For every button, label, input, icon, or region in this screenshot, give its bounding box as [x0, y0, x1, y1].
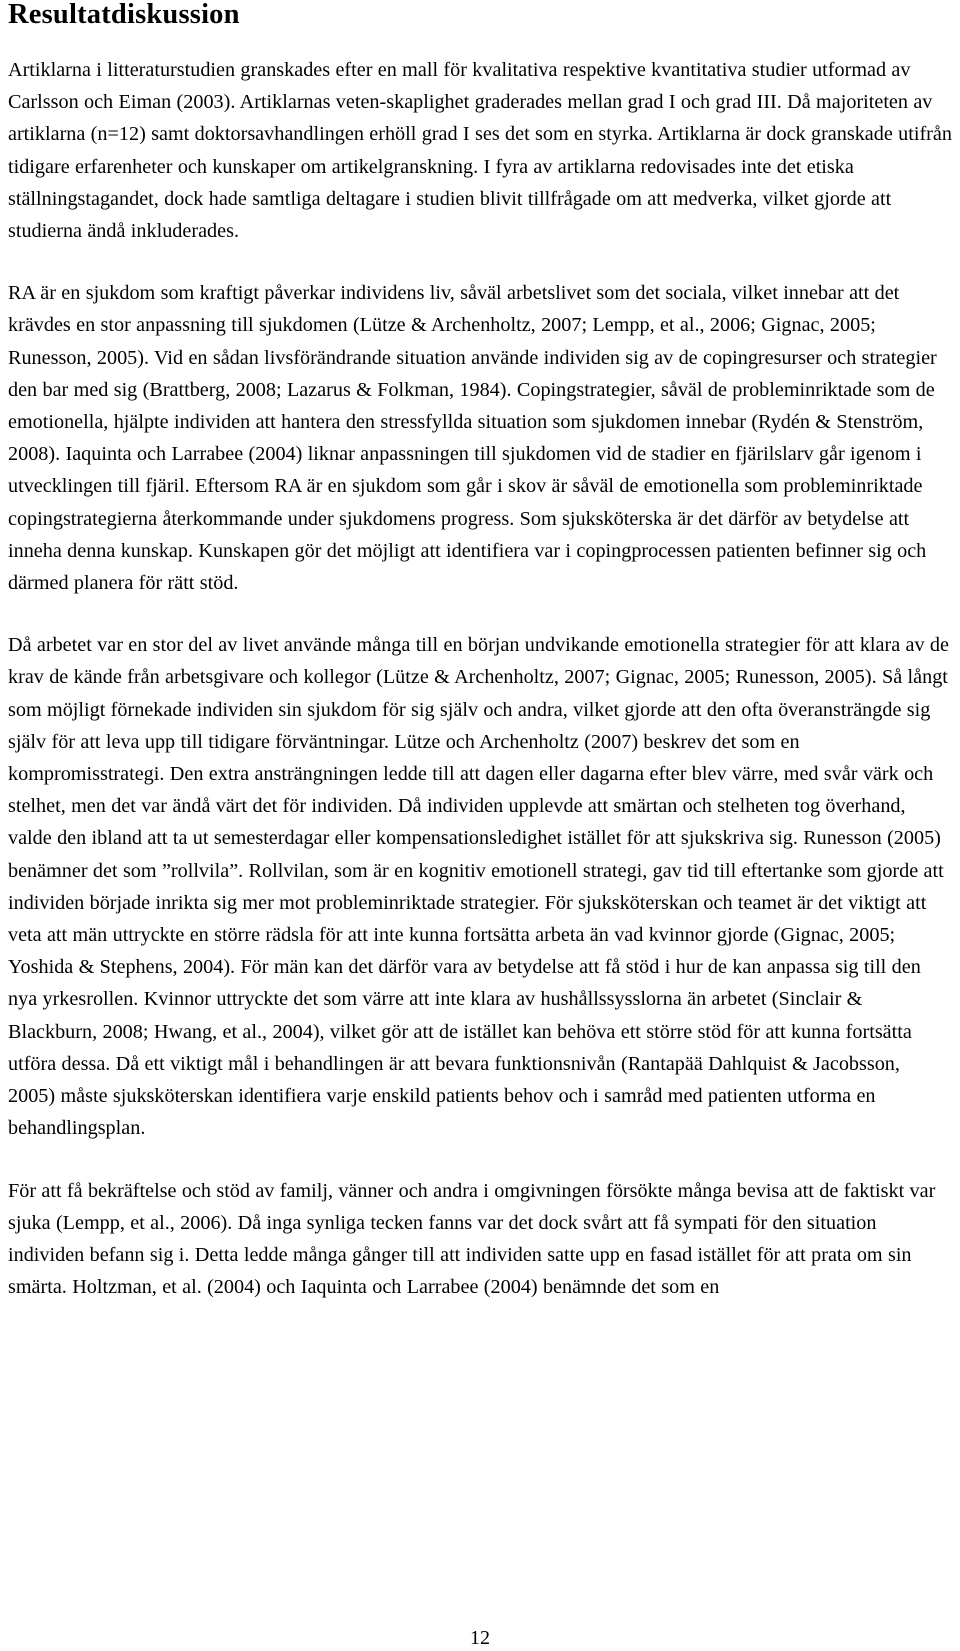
paragraph-work-strategies: Då arbetet var en stor del av livet använde många till en början undvikande emotionella strategier för att klara av de krav de kände från arbetsgivare och kollegor (Lütze & Archenholtz, 2007; Gignac, 2005; Runesson, 2005). Så långt som möjligt förnekade individen sin sjukdom för sig själv och andra, vilket gjorde att den ofta överansträngde sig själv för att leva upp till tidigare förväntningar. Lütze och Archenholtz (2007) beskrev det som en kompromisstrategi. Den extra ansträngningen ledde till att dagen eller dagarna efter blev värre, med svår värk och stelhet, men det var ändå värt det för individen. Då individen upplevde att smärtan och stelheten tog överhand, valde den ibland att ta ut semesterdagar eller kompensationsledighet istället för att sjukskriva sig. Runesson (2005) benämner det som ”rollvila”. Rollvilan, som är en kognitiv emotionell strategi, gav tid till eftertanke som gjorde att individen började inrikta sig mer mot probleminriktade strategier. För sjuksköterskan och teamet är det viktigt att veta att män uttryckte en större rädsla för att inte kunna fortsätta arbeta än vad kvinnor gjorde (Gignac, 2005; Yoshida & Stephens, 2004). För män kan det därför vara av betydelse att få stöd i hur de kan anpassa sig till den nya yrkesrollen. Kvinnor uttryckte det som värre att inte klara av hushållssysslorna än arbetet (Sinclair & Blackburn, 2008; Hwang, et al., 2004), vilket gör att de istället kan behöva ett större stöd för att kunna fortsätta utföra dessa. Då ett viktigt mål i behandlingen är att bevara funktionsnivån (Rantapää Dahlquist & Jacobsson, 2005) måste sjuksköterskan identifiera varje enskild patients behov och i samråd med patienten utforma en behandlingsplan. — [8, 634, 949, 1140]
paragraph-article-review: Artiklarna i litteraturstudien granskades efter en mall för kvalitativa respektive kvantitativa studier utformad av Carlsson och Eiman (2003). Artiklarnas veten-skaplighet graderades mellan grad I och grad III. Då majoriteten av artiklarna (n=12) samt doktorsavhandlingen erhöll grad I ses det som en styrka. Artiklarna är dock granskade utifrån tidigare erfarenheter och kunskaper om artikelgranskning. I fyra av artiklarna redovisades inte det etiska ställningstagandet, dock hade samtliga deltagare i studien blivit tillfrågade om att medverka, vilket gjorde att studierna ändå inkluderades. — [8, 59, 952, 243]
paragraph-ra-coping: RA är en sjukdom som kraftigt påverkar individens liv, såväl arbetslivet som det sociala, vilket innebar att det krävdes en stor anpassning till sjukdomen (Lütze & Archenholtz, 2007; Lempp, et al., 2006; Gignac, 2005; Runesson, 2005). Vid en sådan livsförändrande situation använde individen sig av de copingresurser och strategier den bar med sig (Brattberg, 2008; Lazarus & Folkman, 1984). Copingstrategier, såväl de probleminriktade som de emotionella, hjälpte individen att hantera den stressfyllda situation som sjukdomen innebar (Rydén & Stenström, 2008). Iaquinta och Larrabee (2004) liknar anpassningen till sjukdomen vid de stadier en fjärilslarv går igenom i utvecklingen till fjäril. Eftersom RA är en sjukdom som går i skov är såväl de emotionella som probleminriktade copingstrategierna återkommande under sjukdomens progress. Som sjuksköterska är det därför av betydelse att inneha denna kunskap. Kunskapen gör det möjligt att identifiera var i copingprocessen patienten befinner sig och därmed planera för rätt stöd. — [8, 282, 937, 595]
section-heading: Resultatdiskussion — [8, 0, 240, 30]
document-page — [8, 0, 952, 1303]
page-number: 12 — [470, 1627, 490, 1649]
paragraph-confirmation-support: För att få bekräftelse och stöd av familj, vänner och andra i omgivningen försökte många bevisa att de faktiskt var sjuka (Lempp, et al., 2006). Då inga synliga tecken fanns var det dock svårt att få sympati för den situation individen befann sig i. Detta ledde många gånger till att individen satte upp en fasad istället för att prata om sin smärta. Holtzman, et al. (2004) och Iaquinta och Larrabee (2004) benämnde det som en — [8, 1179, 936, 1299]
